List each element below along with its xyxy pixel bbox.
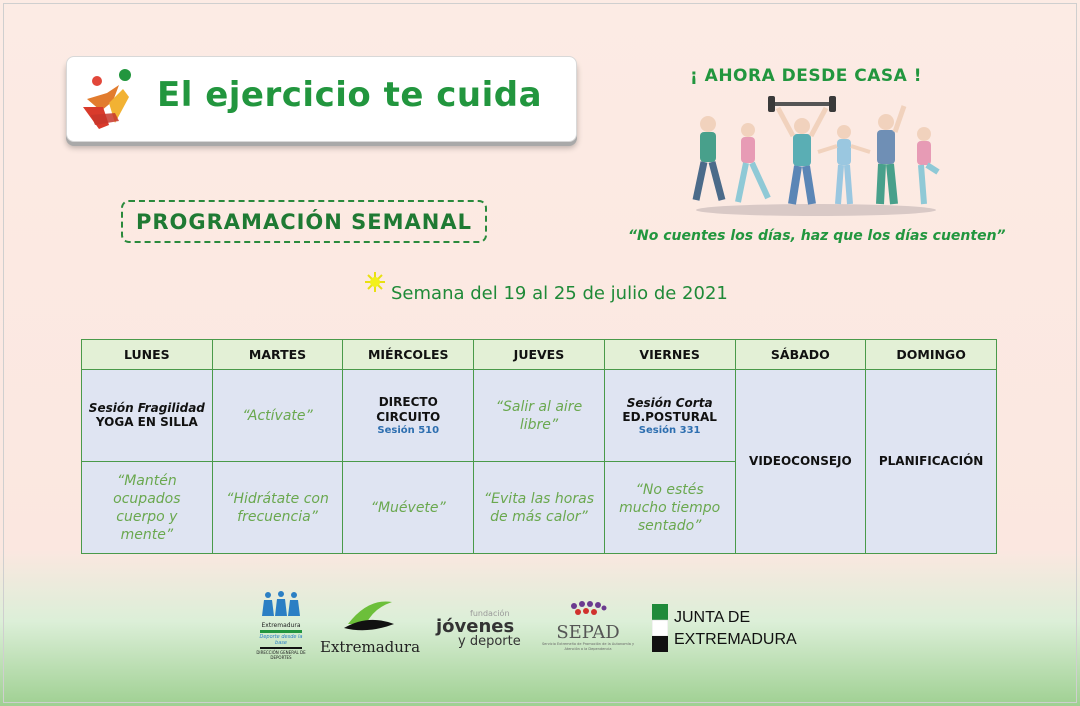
cell-sabado [735, 370, 866, 554]
sepad-sub: Servicio Extremeño de Promoción de la Autonomía y Atención a la Dependencia [541, 642, 635, 651]
cell-viernes-tip [604, 462, 735, 554]
day-header: LUNES [82, 340, 213, 370]
seniors-exercise-illustration [688, 92, 944, 218]
session-name: YOGA EN SILLA [95, 415, 198, 429]
title-banner [66, 56, 577, 142]
jovenes-deporte-logo [436, 609, 536, 649]
sepad-logo [540, 600, 636, 656]
day-header: DOMINGO [866, 340, 997, 370]
sun-icon [364, 271, 386, 293]
deportes-logo [256, 590, 306, 658]
day-header: JUEVES [474, 340, 605, 370]
session-link[interactable]: Sesión 510 [377, 425, 440, 436]
session-name: PLANIFICACIÓN [878, 454, 984, 468]
session-name: VIDEOCONSEJO [749, 454, 852, 468]
day-header: SÁBADO [735, 340, 866, 370]
deportes-name: Extremadura [261, 622, 301, 629]
program-label: PROGRAMACIÓN SEMANAL [135, 209, 472, 234]
cell-martes-tip [212, 462, 343, 554]
cell-miercoles-session [343, 370, 474, 462]
day-header: VIERNES [604, 340, 735, 370]
session-type: Sesión Corta [626, 395, 713, 410]
cell-jueves-tip [474, 370, 605, 462]
sepad-text: SEPAD [556, 622, 620, 643]
junta-line1: JUNTA DE [674, 609, 751, 626]
junta-line2: EXTREMADURA [674, 631, 797, 648]
cell-lunes-tip [82, 462, 213, 554]
cell-miercoles-tip [343, 462, 474, 554]
tip-text: “Salir al aire libre” [495, 398, 583, 433]
cell-domingo [866, 370, 997, 554]
people-figures-icon [256, 590, 306, 618]
cell-lunes-session [82, 370, 213, 462]
cell-martes-tip [212, 370, 343, 462]
cell-viernes-session [604, 370, 735, 462]
deportes-sub: DIRECCIÓN GENERAL DE DEPORTES [256, 650, 306, 660]
cell-jueves-tip [474, 462, 605, 554]
table-header-row [82, 340, 997, 370]
tip-text: “No estés mucho tiempo sentado” [619, 481, 721, 534]
ahora-heading: ¡ AHORA DESDE CASA ! [690, 66, 922, 86]
deportes-tag: Deporte desde la base [259, 634, 303, 646]
tip-text: “Evita las horas de más calor” [483, 490, 594, 525]
fundacion-text: fundación [470, 609, 510, 618]
extremadura-text: Extremadura [320, 638, 421, 656]
junta-logo [652, 604, 797, 654]
tip-text: “Muévete” [370, 499, 446, 516]
flag-icon [652, 604, 668, 652]
dots-emblem-icon [566, 600, 610, 620]
page-title: El ejercicio te cuida [157, 75, 543, 115]
program-badge [121, 200, 487, 243]
tip-text: “Mantén ocupados cuerpo y mente” [113, 472, 181, 543]
day-header: MARTES [212, 340, 343, 370]
tip-text: “Actívate” [242, 407, 313, 424]
session-name: CIRCUITO [376, 410, 441, 424]
leaf-emblem-icon [338, 594, 398, 634]
session-type: DIRECTO [378, 395, 438, 409]
table-row [82, 370, 997, 462]
weekly-schedule-table [81, 339, 997, 554]
session-name: ED.POSTURAL [622, 409, 717, 424]
session-link[interactable]: Sesión 331 [638, 424, 701, 436]
motto-quote: “No cuentes los días, haz que los días cuenten” [628, 228, 1006, 244]
session-type: Sesión Fragilidad [88, 401, 205, 415]
day-header: MIÉRCOLES [343, 340, 474, 370]
deporte-text: y deporte [458, 634, 521, 649]
jovenes-text: jóvenes [436, 616, 515, 637]
program-logo-icon [79, 67, 137, 133]
tip-text: “Hidrátate con frecuencia” [226, 490, 329, 525]
week-range: Semana del 19 al 25 de julio de 2021 [391, 283, 728, 304]
extremadura-logo [320, 594, 421, 656]
